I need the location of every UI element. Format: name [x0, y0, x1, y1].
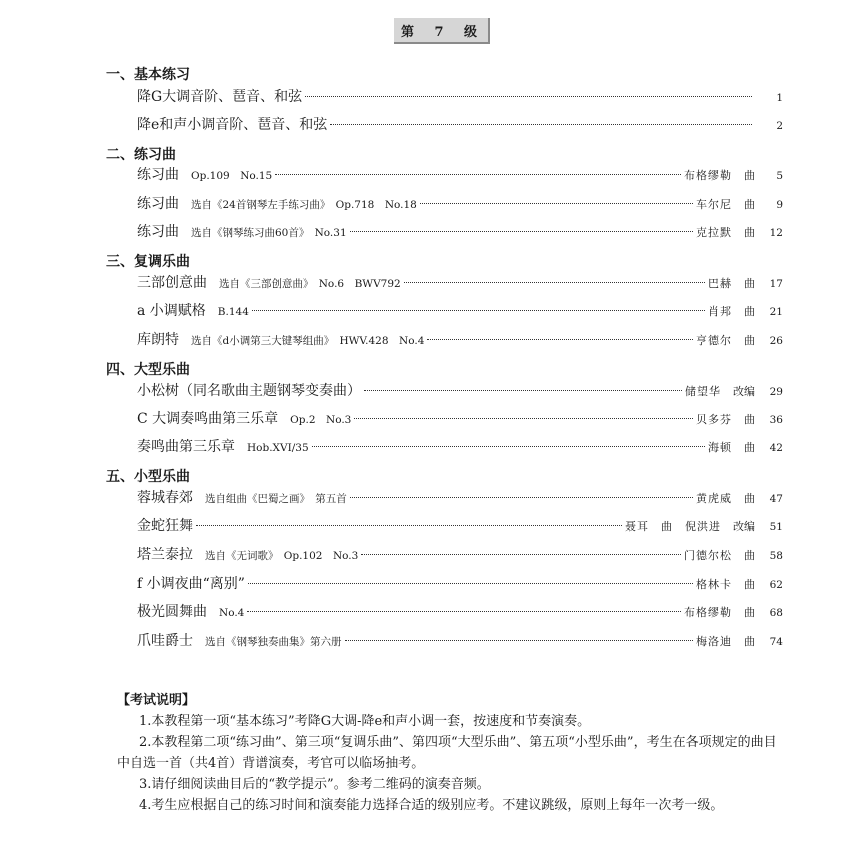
composer-name: 车尔尼: [696, 198, 732, 211]
toc-entry[interactable]: [137, 631, 783, 651]
piece-title: 蓉城春郊: [137, 490, 193, 506]
page-number: 42: [769, 442, 783, 454]
composer-name: 肖邦: [708, 305, 732, 318]
grade-header: 第 7 级: [394, 18, 490, 44]
piece-title: 极光圆舞曲: [137, 604, 207, 620]
section-heading: 三、复调乐曲: [106, 254, 190, 270]
page-number: 36: [769, 414, 783, 426]
page-number: 62: [769, 579, 783, 591]
page-number: 2: [776, 120, 783, 132]
page-number: 47: [769, 493, 783, 505]
toc-entry[interactable]: [137, 409, 783, 429]
dot-leader: [427, 339, 693, 340]
notes-heading: 【考试说明】: [117, 693, 196, 708]
note-item: 4.考生应根据自己的练习时间和演奏能力选择合适的级别应考。不建议跳级，原则上每年一次考一级。: [139, 798, 724, 813]
page-number: 74: [769, 636, 783, 648]
piece-title: C 大调奏鸣曲第三乐章: [137, 411, 279, 427]
piece-source: Op.2 No.3: [290, 414, 352, 426]
toc-entry[interactable]: [137, 574, 783, 594]
composer-role: 曲: [744, 441, 755, 454]
page-number: 5: [776, 170, 783, 182]
section-heading: 五、小型乐曲: [106, 469, 190, 485]
piece-title: 降G大调音阶、琶音、和弦: [137, 89, 303, 105]
dot-leader: [247, 611, 681, 612]
page-number: 12: [769, 227, 783, 239]
composer-name: 布格缪勒: [684, 169, 732, 182]
dot-leader: [248, 583, 693, 584]
composer-role: 曲: [744, 549, 755, 562]
composer-name: 海顿: [708, 441, 732, 454]
piece-source: 选自《无词歌》 Op.102 No.3: [205, 550, 359, 562]
dot-leader: [350, 231, 693, 232]
dot-leader: [420, 203, 693, 204]
composer-name: 亨德尔: [696, 334, 732, 347]
dot-leader: [275, 174, 681, 175]
section-heading: 四、大型乐曲: [106, 362, 190, 378]
composer-name: 黄虎威: [696, 492, 732, 505]
composer-name: 巴赫: [708, 277, 732, 290]
piece-source: 选自《d小调第三大键琴组曲》 HWV.428 No.4: [191, 335, 425, 347]
composer-role: 改编: [733, 385, 755, 398]
piece-title: 塔兰泰拉: [137, 547, 193, 563]
toc-entry[interactable]: [137, 194, 783, 214]
composer-role: 曲: [744, 226, 755, 239]
composer-role: 曲: [744, 578, 755, 591]
note-item: 1.本教程第一项“基本练习”考降G大调-降e和声小调一套，按速度和节奏演奏。: [139, 714, 591, 729]
toc-entry[interactable]: [137, 273, 783, 293]
composer-role: 曲: [744, 277, 755, 290]
piece-source: 选自《24首钢琴左手练习曲》 Op.718 No.18: [191, 199, 417, 211]
piece-title: 金蛇狂舞: [137, 518, 193, 534]
page-number: 9: [776, 199, 783, 211]
dot-leader: [404, 282, 705, 283]
page-number: 58: [769, 550, 783, 562]
piece-source: Op.109 No.15: [191, 170, 273, 182]
page-number: 51: [769, 521, 783, 533]
piece-title: 小松树（同名歌曲主题钢琴变奏曲）: [137, 383, 361, 399]
toc-entry[interactable]: [137, 437, 783, 457]
toc-entry[interactable]: [137, 87, 783, 107]
composer-role: 曲: [744, 334, 755, 347]
composer-name: 门德尔松: [684, 549, 732, 562]
piece-title: 练习曲: [137, 167, 179, 183]
composer-role: 曲: [744, 635, 755, 648]
composer-name: 布格缪勒: [684, 606, 732, 619]
piece-title: 降e和声小调音阶、琶音、和弦: [137, 117, 328, 133]
composer-name: 梅洛迪: [696, 635, 732, 648]
dot-leader: [305, 96, 752, 97]
dot-leader: [252, 310, 705, 311]
toc-entry[interactable]: [137, 301, 783, 321]
piece-title: 库朗特: [137, 332, 179, 348]
toc-entry[interactable]: [137, 488, 783, 508]
section-heading: 一、基本练习: [106, 67, 190, 83]
piece-title: a 小调赋格: [137, 303, 206, 319]
composer-name: 聂耳 曲 倪洪进: [625, 520, 721, 533]
exam-notes: [117, 690, 783, 816]
page-number: 1: [776, 92, 783, 104]
piece-title: 奏鸣曲第三乐章: [137, 439, 235, 455]
piece-source: 选自《三部创意曲》 No.6 BWV792: [219, 278, 401, 290]
piece-title: f 小调夜曲“离别”: [137, 576, 245, 592]
composer-role: 曲: [744, 492, 755, 505]
dot-leader: [354, 418, 693, 419]
piece-source: 选自《钢琴练习曲60首》 No.31: [191, 227, 347, 239]
page-number: 26: [769, 335, 783, 347]
piece-source: 选自《钢琴独奏曲集》第六册: [205, 636, 342, 648]
composer-name: 格林卡: [696, 578, 732, 591]
composer-role: 曲: [744, 305, 755, 318]
page-number: 17: [769, 278, 783, 290]
composer-name: 储望华: [685, 385, 721, 398]
dot-leader: [364, 390, 682, 391]
toc-entry[interactable]: [137, 602, 783, 622]
piece-title: 练习曲: [137, 196, 179, 212]
note-item: 3.请仔细阅读曲目后的“教学提示”。参考二维码的演奏音频。: [139, 777, 490, 792]
page-number: 29: [769, 386, 783, 398]
piece-source: Hob.XVI/35: [247, 442, 309, 454]
dot-leader: [312, 446, 705, 447]
piece-source: 选自组曲《巴蜀之画》 第五首: [205, 493, 347, 505]
page-number: 21: [769, 306, 783, 318]
piece-title: 练习曲: [137, 224, 179, 240]
note-item: 2.本教程第二项“练习曲”、第三项“复调乐曲”、第四项“大型乐曲”、第五项“小型乐曲”，考生在各项规定的曲目中自选一首（共4首）背谱演奏，考官可以临场抽考。: [117, 735, 777, 771]
toc-entry[interactable]: [137, 516, 783, 536]
piece-source: No.4: [219, 607, 245, 619]
toc-entry[interactable]: [137, 381, 783, 401]
piece-title: 三部创意曲: [137, 275, 207, 291]
composer-role: 曲: [744, 198, 755, 211]
composer-name: 克拉默: [696, 226, 732, 239]
piece-source: B.144: [217, 306, 249, 318]
dot-leader: [345, 640, 694, 641]
toc-entry[interactable]: [137, 222, 783, 242]
composer-role: 曲: [744, 413, 755, 426]
page-number: 68: [769, 607, 783, 619]
section-heading: 二、练习曲: [106, 147, 176, 163]
dot-leader: [196, 525, 622, 526]
toc-entry[interactable]: [137, 545, 783, 565]
piece-title: 爪哇爵士: [137, 633, 193, 649]
toc-entry[interactable]: [137, 165, 783, 185]
toc-entry[interactable]: [137, 330, 783, 350]
composer-role: 曲: [744, 169, 755, 182]
toc-entry[interactable]: [137, 115, 783, 135]
dot-leader: [350, 497, 693, 498]
composer-role: 曲: [744, 606, 755, 619]
dot-leader: [330, 124, 752, 125]
dot-leader: [361, 554, 681, 555]
composer-role: 改编: [733, 520, 755, 533]
composer-name: 贝多芬: [696, 413, 732, 426]
